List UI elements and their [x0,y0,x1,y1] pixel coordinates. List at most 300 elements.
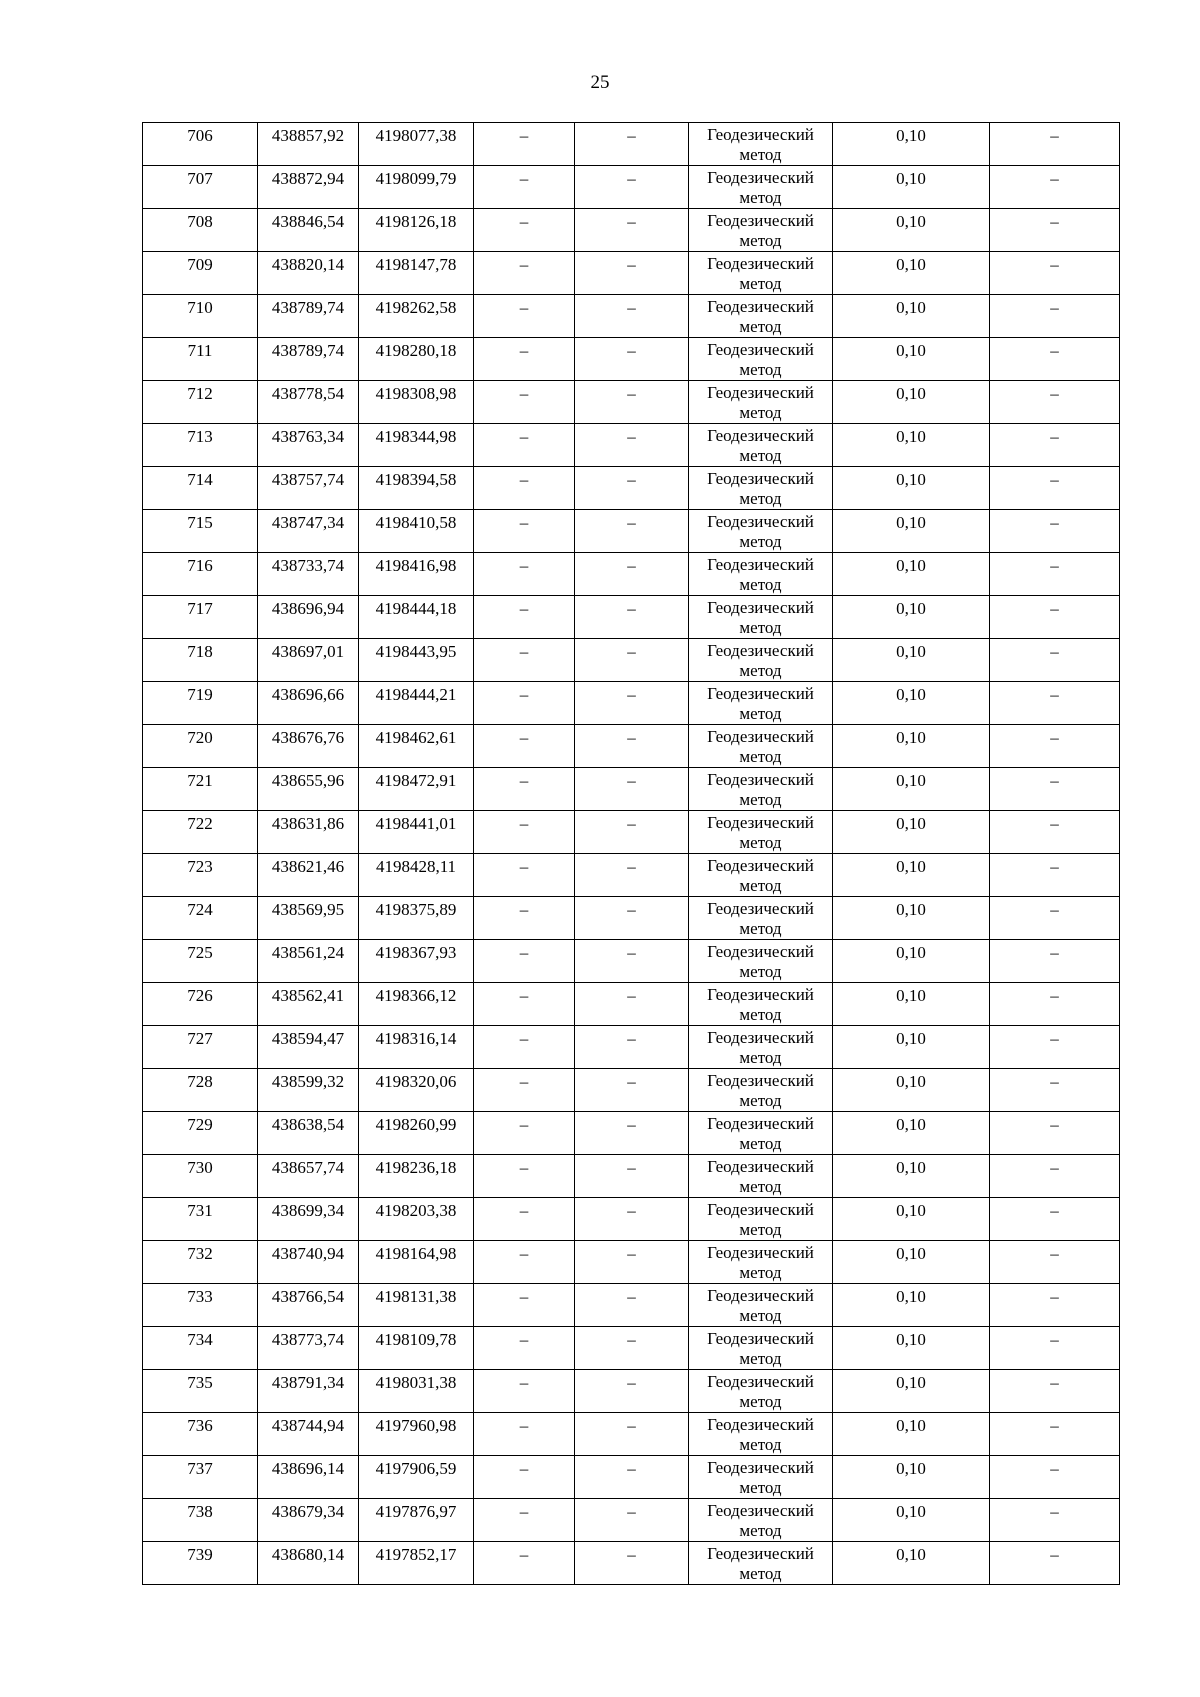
table-row [143,983,1120,1026]
precision-cell-text: 0,10 [896,1287,926,1306]
y-coordinate-cell-text: 4197906,59 [375,1459,457,1478]
x-coordinate-cell-text: 438820,14 [271,255,345,274]
table-row [143,1327,1120,1370]
x-coordinate-cell-text: 438773,74 [271,1330,345,1349]
precision-cell [833,1456,990,1499]
dash-cell [474,1327,575,1370]
y-coordinate-cell [359,1456,474,1499]
dash-cell [990,1069,1120,1112]
table-row [143,1155,1120,1198]
dash-cell-text: – [627,599,636,618]
dash-cell-text: – [627,900,636,919]
dash-cell-text: – [1050,470,1059,489]
point-number-cell [143,682,258,725]
method-cell-text: Геодезический метод [707,598,814,637]
x-coordinate-cell [258,381,359,424]
method-cell-text: Геодезический метод [707,383,814,422]
table-row [143,725,1120,768]
dash-cell-text: – [1050,1459,1059,1478]
y-coordinate-cell [359,295,474,338]
precision-cell-text: 0,10 [896,298,926,317]
x-coordinate-cell-text: 438872,94 [271,169,345,188]
y-coordinate-cell-text: 4198344,98 [375,427,457,446]
point-number-cell [143,854,258,897]
y-coordinate-cell [359,1370,474,1413]
dash-cell-text: – [519,642,529,661]
x-coordinate-cell-text: 438766,54 [271,1287,345,1306]
dash-cell-text: – [627,642,636,661]
x-coordinate-cell-text: 438744,94 [271,1416,345,1435]
table-row [143,338,1120,381]
dash-cell-text: – [627,857,636,876]
point-number-cell [143,1155,258,1198]
precision-cell [833,940,990,983]
dash-cell-text: – [519,126,529,145]
point-number-cell-text: 727 [187,1029,213,1048]
table-row [143,510,1120,553]
precision-cell-text: 0,10 [896,1201,926,1220]
x-coordinate-cell [258,1327,359,1370]
dash-cell [474,209,575,252]
x-coordinate-cell [258,1069,359,1112]
dash-cell [575,295,689,338]
dash-cell [474,1198,575,1241]
dash-cell [474,510,575,553]
method-cell-text: Геодезический метод [707,727,814,766]
dash-cell [990,682,1120,725]
dash-cell-text: – [627,1373,636,1392]
method-cell-text: Геодезический метод [707,555,814,594]
table-row [143,1069,1120,1112]
x-coordinate-cell [258,123,359,166]
dash-cell [990,1241,1120,1284]
method-cell [689,725,833,768]
table-row [143,897,1120,940]
dash-cell-text: – [627,771,636,790]
point-number-cell-text: 721 [187,771,213,790]
method-cell [689,510,833,553]
point-number-cell [143,1327,258,1370]
dash-cell [575,1327,689,1370]
y-coordinate-cell-text: 4198236,18 [375,1158,457,1177]
y-coordinate-cell [359,1026,474,1069]
precision-cell-text: 0,10 [896,1330,926,1349]
method-cell [689,424,833,467]
dash-cell-text: – [627,513,636,532]
x-coordinate-cell-text: 438561,24 [271,943,345,962]
dash-cell-text: – [519,1330,529,1349]
y-coordinate-cell [359,467,474,510]
point-number-cell [143,1499,258,1542]
dash-cell [474,1542,575,1585]
table-row [143,1112,1120,1155]
table-row [143,252,1120,295]
dash-cell [575,768,689,811]
point-number-cell [143,166,258,209]
method-cell [689,682,833,725]
dash-cell [474,811,575,854]
dash-cell [575,467,689,510]
table-row [143,553,1120,596]
dash-cell [990,940,1120,983]
table-row [143,381,1120,424]
point-number-cell [143,1069,258,1112]
dash-cell-text: – [519,1459,529,1478]
dash-cell [990,983,1120,1026]
dash-cell-text: – [1050,298,1059,317]
point-number-cell-text: 731 [187,1201,213,1220]
point-number-cell-text: 717 [187,599,213,618]
dash-cell [990,1370,1120,1413]
dash-cell [575,510,689,553]
point-number-cell [143,1542,258,1585]
dash-cell-text: – [519,255,529,274]
dash-cell [990,295,1120,338]
dash-cell-text: – [519,857,529,876]
dash-cell-text: – [519,1287,529,1306]
dash-cell-text: – [519,1502,529,1521]
point-number-cell [143,940,258,983]
dash-cell [575,1198,689,1241]
point-number-cell [143,1112,258,1155]
dash-cell-text: – [1050,384,1059,403]
precision-cell-text: 0,10 [896,900,926,919]
precision-cell-text: 0,10 [896,427,926,446]
y-coordinate-cell-text: 4198164,98 [375,1244,457,1263]
dash-cell [474,725,575,768]
dash-cell-text: – [627,1502,636,1521]
dash-cell [474,424,575,467]
table-row [143,1241,1120,1284]
dash-cell [575,1499,689,1542]
method-cell-text: Геодезический метод [707,856,814,895]
point-number-cell [143,639,258,682]
dash-cell-text: – [1050,255,1059,274]
table-row [143,1499,1120,1542]
x-coordinate-cell-text: 438696,14 [271,1459,345,1478]
dash-cell [990,1198,1120,1241]
dash-cell [474,467,575,510]
method-cell [689,1542,833,1585]
y-coordinate-cell [359,123,474,166]
x-coordinate-cell [258,983,359,1026]
table-row [143,682,1120,725]
point-number-cell-text: 726 [187,986,213,1005]
x-coordinate-cell [258,166,359,209]
dash-cell [575,639,689,682]
precision-cell-text: 0,10 [896,1029,926,1048]
y-coordinate-cell-text: 4198416,98 [375,556,457,575]
precision-cell-text: 0,10 [896,1545,926,1564]
x-coordinate-cell [258,338,359,381]
point-number-cell-text: 728 [187,1072,213,1091]
x-coordinate-cell [258,1112,359,1155]
table-row [143,854,1120,897]
dash-cell [575,1241,689,1284]
dash-cell [990,424,1120,467]
point-number-cell-text: 734 [187,1330,213,1349]
x-coordinate-cell-text: 438789,74 [271,341,345,360]
dash-cell-text: – [519,599,529,618]
x-coordinate-cell [258,940,359,983]
point-number-cell-text: 724 [187,900,213,919]
precision-cell [833,381,990,424]
dash-cell [474,596,575,639]
y-coordinate-cell-text: 4197852,17 [375,1545,457,1564]
x-coordinate-cell [258,1026,359,1069]
dash-cell-text: – [1050,599,1059,618]
table-row [143,209,1120,252]
method-cell [689,811,833,854]
precision-cell [833,1069,990,1112]
x-coordinate-cell [258,1456,359,1499]
y-coordinate-cell [359,1499,474,1542]
x-coordinate-cell [258,424,359,467]
dash-cell-text: – [519,728,529,747]
point-number-cell-text: 712 [187,384,213,403]
dash-cell-text: – [1050,1287,1059,1306]
dash-cell-text: – [627,1545,636,1564]
dash-cell-text: – [1050,341,1059,360]
x-coordinate-cell-text: 438757,74 [271,470,345,489]
x-coordinate-cell-text: 438740,94 [271,1244,345,1263]
x-coordinate-cell-text: 438791,34 [271,1373,345,1392]
method-cell-text: Геодезический метод [707,254,814,293]
point-number-cell [143,467,258,510]
dash-cell [990,1284,1120,1327]
y-coordinate-cell-text: 4198428,11 [375,857,457,876]
dash-cell-text: – [627,1072,636,1091]
method-cell [689,1155,833,1198]
dash-cell [575,983,689,1026]
x-coordinate-cell-text: 438857,92 [271,126,345,145]
precision-cell-text: 0,10 [896,728,926,747]
method-cell-text: Геодезический метод [707,211,814,250]
method-cell [689,1198,833,1241]
dash-cell-text: – [1050,1115,1059,1134]
point-number-cell-text: 711 [187,341,213,360]
precision-cell [833,252,990,295]
x-coordinate-cell-text: 438789,74 [271,298,345,317]
precision-cell-text: 0,10 [896,814,926,833]
x-coordinate-cell-text: 438562,41 [271,986,345,1005]
y-coordinate-cell-text: 4198099,79 [375,169,457,188]
x-coordinate-cell [258,639,359,682]
dash-cell [990,725,1120,768]
point-number-cell [143,123,258,166]
dash-cell [575,1413,689,1456]
point-number-cell-text: 722 [187,814,213,833]
dash-cell-text: – [519,556,529,575]
table-row [143,811,1120,854]
method-cell [689,553,833,596]
x-coordinate-cell [258,553,359,596]
dash-cell [474,1499,575,1542]
method-cell-text: Геодезический метод [707,1243,814,1282]
y-coordinate-cell [359,897,474,940]
dash-cell [474,166,575,209]
method-cell-text: Геодезический метод [707,340,814,379]
precision-cell [833,1112,990,1155]
point-number-cell [143,1284,258,1327]
y-coordinate-cell [359,768,474,811]
dash-cell [474,1026,575,1069]
dash-cell [990,1026,1120,1069]
dash-cell-text: – [519,1201,529,1220]
x-coordinate-cell [258,768,359,811]
dash-cell [474,553,575,596]
table-row [143,1542,1120,1585]
dash-cell [474,252,575,295]
x-coordinate-cell-text: 438569,95 [271,900,345,919]
y-coordinate-cell-text: 4198262,58 [375,298,457,317]
dash-cell [575,811,689,854]
method-cell [689,897,833,940]
y-coordinate-cell [359,381,474,424]
precision-cell [833,639,990,682]
y-coordinate-cell [359,1413,474,1456]
dash-cell [474,338,575,381]
dash-cell-text: – [1050,169,1059,188]
y-coordinate-cell-text: 4198031,38 [375,1373,457,1392]
table-row [143,424,1120,467]
point-number-cell-text: 729 [187,1115,213,1134]
dash-cell-text: – [519,1416,529,1435]
method-cell [689,1456,833,1499]
y-coordinate-cell-text: 4198410,58 [375,513,457,532]
point-number-cell-text: 736 [187,1416,213,1435]
method-cell [689,1112,833,1155]
method-cell [689,854,833,897]
y-coordinate-cell-text: 4198126,18 [375,212,457,231]
method-cell [689,209,833,252]
point-number-cell [143,510,258,553]
method-cell-text: Геодезический метод [707,1458,814,1497]
precision-cell [833,1542,990,1585]
x-coordinate-cell-text: 438680,14 [271,1545,345,1564]
method-cell-text: Геодезический метод [707,813,814,852]
point-number-cell [143,897,258,940]
precision-cell-text: 0,10 [896,126,926,145]
x-coordinate-cell-text: 438846,54 [271,212,345,231]
point-number-cell [143,1456,258,1499]
y-coordinate-cell-text: 4198308,98 [375,384,457,403]
y-coordinate-cell-text: 4198375,89 [375,900,457,919]
y-coordinate-cell [359,1155,474,1198]
y-coordinate-cell-text: 4198444,18 [375,599,457,618]
x-coordinate-cell [258,209,359,252]
table-row [143,467,1120,510]
point-number-cell-text: 720 [187,728,213,747]
point-number-cell [143,252,258,295]
dash-cell-text: – [1050,642,1059,661]
y-coordinate-cell [359,1112,474,1155]
dash-cell-text: – [627,1158,636,1177]
x-coordinate-cell-text: 438655,96 [271,771,345,790]
x-coordinate-cell [258,854,359,897]
dash-cell [990,467,1120,510]
method-cell [689,940,833,983]
y-coordinate-cell-text: 4198441,01 [375,814,457,833]
dash-cell-text: – [519,771,529,790]
x-coordinate-cell-text: 438679,34 [271,1502,345,1521]
method-cell-text: Геодезический метод [707,1329,814,1368]
method-cell [689,252,833,295]
x-coordinate-cell-text: 438621,46 [271,857,345,876]
dash-cell [575,123,689,166]
method-cell-text: Геодезический метод [707,168,814,207]
x-coordinate-cell [258,252,359,295]
point-number-cell-text: 738 [187,1502,213,1521]
dash-cell-text: – [519,1158,529,1177]
method-cell [689,1284,833,1327]
dash-cell-text: – [519,943,529,962]
x-coordinate-cell-text: 438676,76 [271,728,345,747]
dash-cell-text: – [519,513,529,532]
point-number-cell-text: 739 [187,1545,213,1564]
method-cell-text: Геодезический метод [707,1501,814,1540]
x-coordinate-cell-text: 438599,32 [271,1072,345,1091]
dash-cell-text: – [1050,1545,1059,1564]
y-coordinate-cell-text: 4198462,61 [375,728,457,747]
method-cell [689,639,833,682]
dash-cell-text: – [519,1373,529,1392]
dash-cell [575,1026,689,1069]
precision-cell [833,983,990,1026]
dash-cell [990,338,1120,381]
dash-cell [990,1542,1120,1585]
method-cell-text: Геодезический метод [707,1286,814,1325]
point-number-cell-text: 709 [187,255,213,274]
y-coordinate-cell [359,424,474,467]
precision-cell-text: 0,10 [896,599,926,618]
y-coordinate-cell-text: 4198320,06 [375,1072,457,1091]
precision-cell-text: 0,10 [896,1244,926,1263]
dash-cell [575,596,689,639]
point-number-cell-text: 710 [187,298,213,317]
method-cell-text: Геодезический метод [707,426,814,465]
point-number-cell [143,811,258,854]
method-cell-text: Геодезический метод [707,1071,814,1110]
precision-cell [833,1499,990,1542]
y-coordinate-cell [359,940,474,983]
y-coordinate-cell-text: 4198077,38 [375,126,457,145]
method-cell-text: Геодезический метод [707,1415,814,1454]
dash-cell [575,897,689,940]
dash-cell [474,1155,575,1198]
precision-cell [833,768,990,811]
dash-cell-text: – [627,126,636,145]
dash-cell [575,854,689,897]
x-coordinate-cell-text: 438747,34 [271,513,345,532]
precision-cell [833,897,990,940]
dash-cell-text: – [627,427,636,446]
point-number-cell-text: 737 [187,1459,213,1478]
dash-cell [474,983,575,1026]
precision-cell [833,467,990,510]
dash-cell-text: – [519,470,529,489]
table-row [143,295,1120,338]
dash-cell [990,639,1120,682]
dash-cell-text: – [1050,1244,1059,1263]
precision-cell-text: 0,10 [896,255,926,274]
dash-cell-text: – [627,1459,636,1478]
method-cell [689,1241,833,1284]
dash-cell-text: – [1050,212,1059,231]
dash-cell-text: – [519,1545,529,1564]
point-number-cell-text: 723 [187,857,213,876]
dash-cell [474,123,575,166]
